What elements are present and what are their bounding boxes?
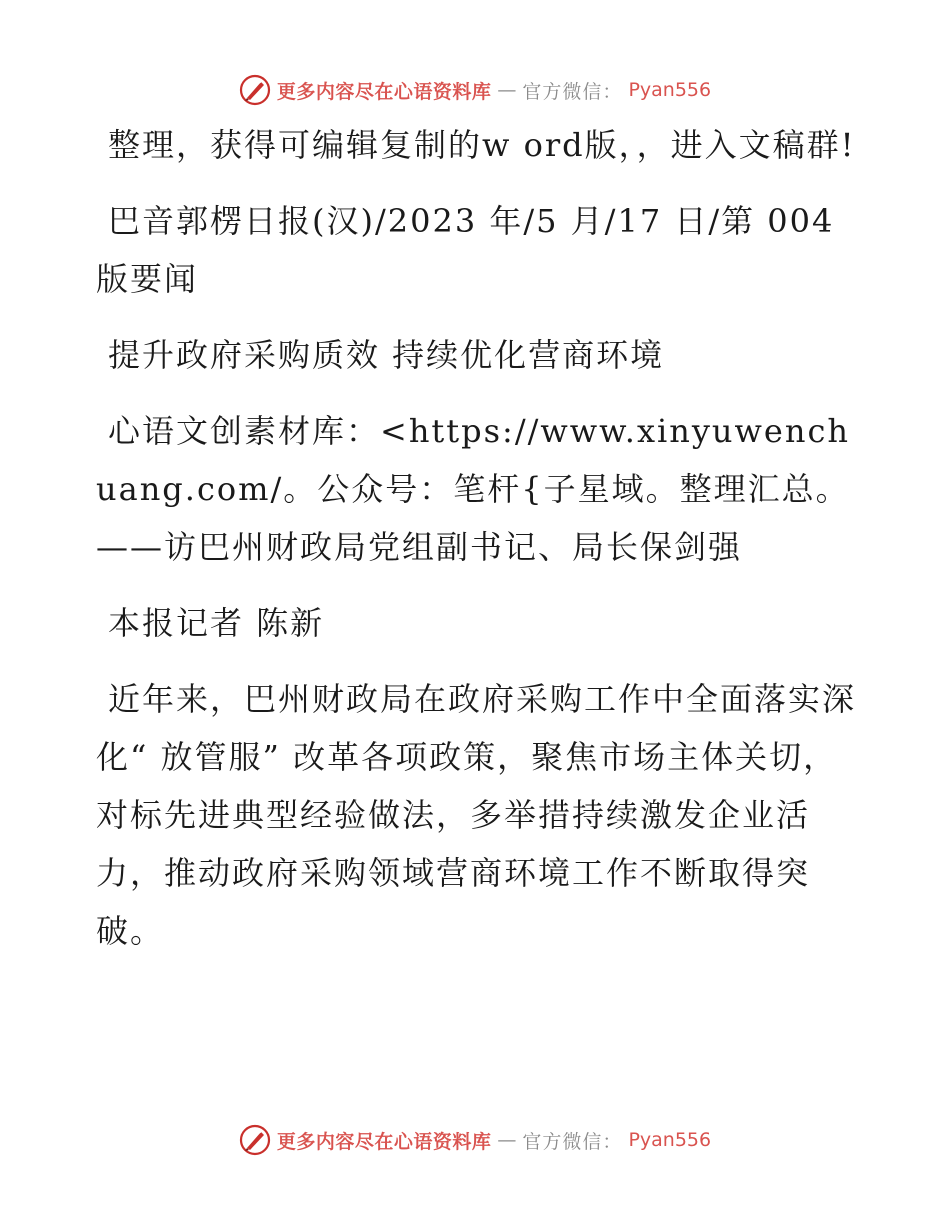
quill-pen-logo-icon [239, 1124, 271, 1156]
header-banner [0, 70, 950, 110]
banner-brand-text: 更多内容尽在心语资料库 [276, 1130, 492, 1153]
byline: 本报记者 陈新 [108, 604, 325, 642]
banner-wechat-id: Pyan556 [628, 79, 712, 101]
banner-brand-text: 更多内容尽在心语资料库 [276, 80, 492, 103]
banner-wechat-label: 官方微信： [522, 80, 623, 103]
banner-separator: — [497, 79, 517, 101]
banner-wechat-id: Pyan556 [628, 1129, 712, 1151]
banner-separator: — [497, 1129, 517, 1151]
footer-banner [0, 1120, 950, 1160]
publication-line: 巴音郭楞日报(汉)/2023 年/5 月/17 日/第 004 版要闻 [96, 202, 835, 298]
article-headline: 提升政府采购质效 持续优化营商环境 [108, 336, 665, 374]
banner-wechat-label: 官方微信： [522, 1130, 623, 1153]
article-body [96, 116, 856, 978]
subtitle-paragraph: 心语文创素材库：<https://www.xinyuwenchuang.com/。公众号：笔杆{子星域。整理汇总。——访巴州财政局党组副书记、局长保剑强 [96, 412, 850, 566]
intro-paragraph: 整理，获得可编辑复制的w ord版，，进入文稿群! [108, 126, 856, 164]
quill-pen-logo-icon [239, 74, 271, 106]
body-paragraph: 近年来，巴州财政局在政府采购工作中全面落实深化“ 放管服” 改革各项政策，聚焦市场主体关切，对标先进典型经验做法，多举措持续激发企业活力，推动政府采购领域营商环境工作不断取得突破。 [96, 680, 857, 950]
